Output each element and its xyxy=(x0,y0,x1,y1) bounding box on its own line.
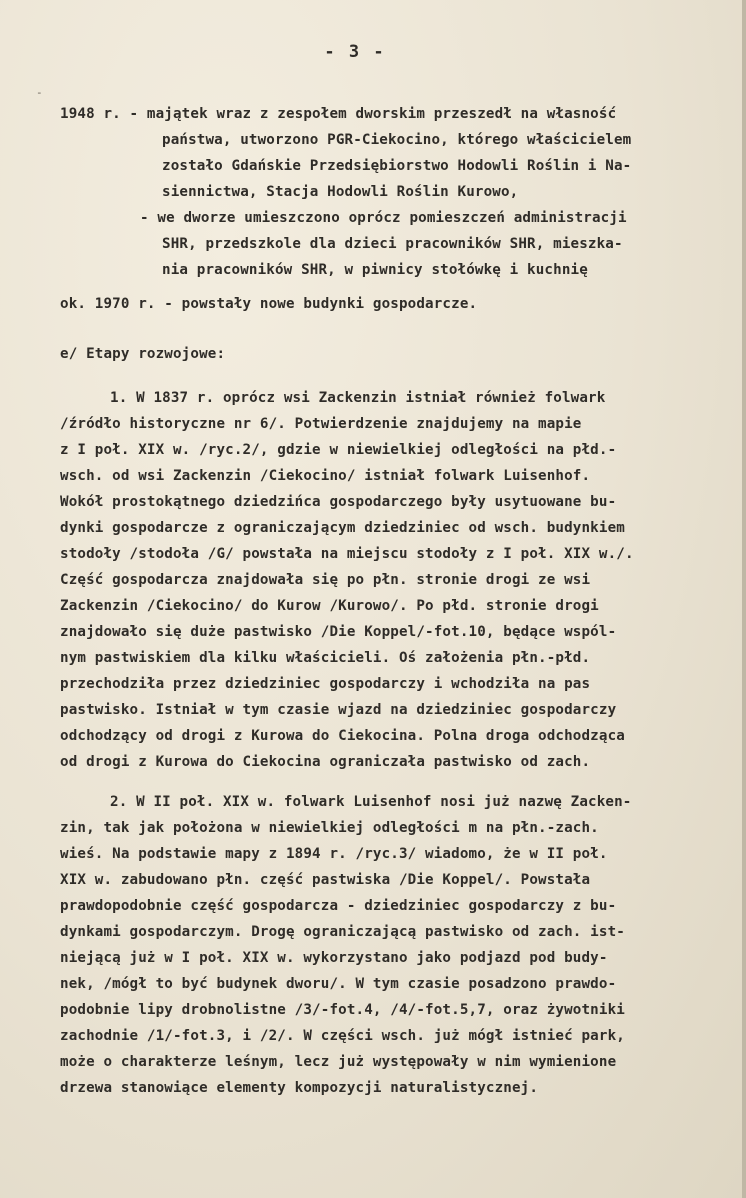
text-line: z I poł. XIX w. /ryc.2/, gdzie w niewielkiej odległości na płd.- xyxy=(60,442,617,458)
text-line: prawdopodobnie część gospodarcza - dziedziniec gospodarczy z bu- xyxy=(60,898,617,914)
text-line: drzewa stanowiące elementy kompozycji naturalistycznej. xyxy=(60,1080,539,1096)
text-line: zin, tak jak położona w niewielkiej odległości m na płn.-zach. xyxy=(60,820,599,836)
text-line: dynki gospodarcze z ograniczającym dziedziniec od wsch. budynkiem xyxy=(60,520,625,536)
text-line: Część gospodarcza znajdowała się po płn. stronie drogi ze wsi xyxy=(60,572,591,588)
text-line: 1. W 1837 r. oprócz wsi Zackenzin istniał również folwark xyxy=(110,390,606,406)
text-line: Zackenzin /Ciekocino/ do Kurow /Kurowo/. Po płd. stronie drogi xyxy=(60,598,599,614)
margin-mark: - xyxy=(36,86,43,99)
text-line: Wokół prostokątnego dziedzińca gospodarczego były usytuowane bu- xyxy=(60,494,617,510)
page-number: - 3 - xyxy=(324,42,386,62)
text-line: dynkami gospodarczym. Drogę ograniczającą pastwisko od zach. ist- xyxy=(60,924,625,940)
text-line: 2. W II poł. XIX w. folwark Luisenhof nosi już nazwę Zacken- xyxy=(110,794,632,810)
text-line: zachodnie /1/-fot.3, i /2/. W części wsch. już mógł istnieć park, xyxy=(60,1028,625,1044)
text-line: siennictwa, Stacja Hodowli Roślin Kurowo, xyxy=(162,184,519,200)
text-line: wieś. Na podstawie mapy z 1894 r. /ryc.3/ wiadomo, że w II poł. xyxy=(60,846,608,862)
text-line: niejącą już w I poł. XIX w. wykorzystano jako podjazd pod budy- xyxy=(60,950,608,966)
text-line: przechodziła przez dziedziniec gospodarczy i wchodziła na pas xyxy=(60,676,591,692)
text-line: 1948 r. - majątek wraz z zespołem dworskim przeszedł na własność xyxy=(60,106,617,122)
text-line: e/ Etapy rozwojowe: xyxy=(60,346,226,362)
text-line: pastwisko. Istniał w tym czasie wjazd na dziedziniec gospodarczy xyxy=(60,702,617,718)
text-line: ok. 1970 r. - powstały nowe budynki gospodarcze. xyxy=(60,296,478,312)
text-line: /źródło historyczne nr 6/. Potwierdzenie znajdujemy na mapie xyxy=(60,416,582,432)
text-line: stodoły /stodoła /G/ powstała na miejscu stodoły z I poł. XIX w./. xyxy=(60,546,634,562)
text-line: znajdowało się duże pastwisko /Die Koppel/-fot.10, będące wspól- xyxy=(60,624,617,640)
page-edge xyxy=(742,0,746,1198)
text-line: XIX w. zabudowano płn. część pastwiska /Die Koppel/. Powstała xyxy=(60,872,591,888)
text-line: odchodzący od drogi z Kurowa do Ciekocina. Polna droga odchodząca xyxy=(60,728,625,744)
text-line: nym pastwiskiem dla kilku właścicieli. Oś założenia płn.-płd. xyxy=(60,650,591,666)
text-line: państwa, utworzono PGR-Ciekocino, którego właścicielem xyxy=(162,132,632,148)
text-line: nia pracowników SHR, w piwnicy stołówkę i kuchnię xyxy=(162,262,588,278)
text-line: od drogi z Kurowa do Ciekocina ograniczała pastwisko od zach. xyxy=(60,754,591,770)
text-line: nek, /mógł to być budynek dworu/. W tym czasie posadzono prawdo- xyxy=(60,976,617,992)
text-line: zostało Gdańskie Przedsiębiorstwo Hodowli Roślin i Na- xyxy=(162,158,632,174)
text-line: SHR, przedszkole dla dzieci pracowników SHR, mieszka- xyxy=(162,236,623,252)
text-line: - we dworze umieszczono oprócz pomieszczeń administracji xyxy=(140,210,627,226)
text-line: podobnie lipy drobnolistne /3/-fot.4, /4/-fot.5,7, oraz żywotniki xyxy=(60,1002,625,1018)
text-line: wsch. od wsi Zackenzin /Ciekocino/ istniał folwark Luisenhof. xyxy=(60,468,591,484)
text-line: może o charakterze leśnym, lecz już występowały w nim wymienione xyxy=(60,1054,617,1070)
